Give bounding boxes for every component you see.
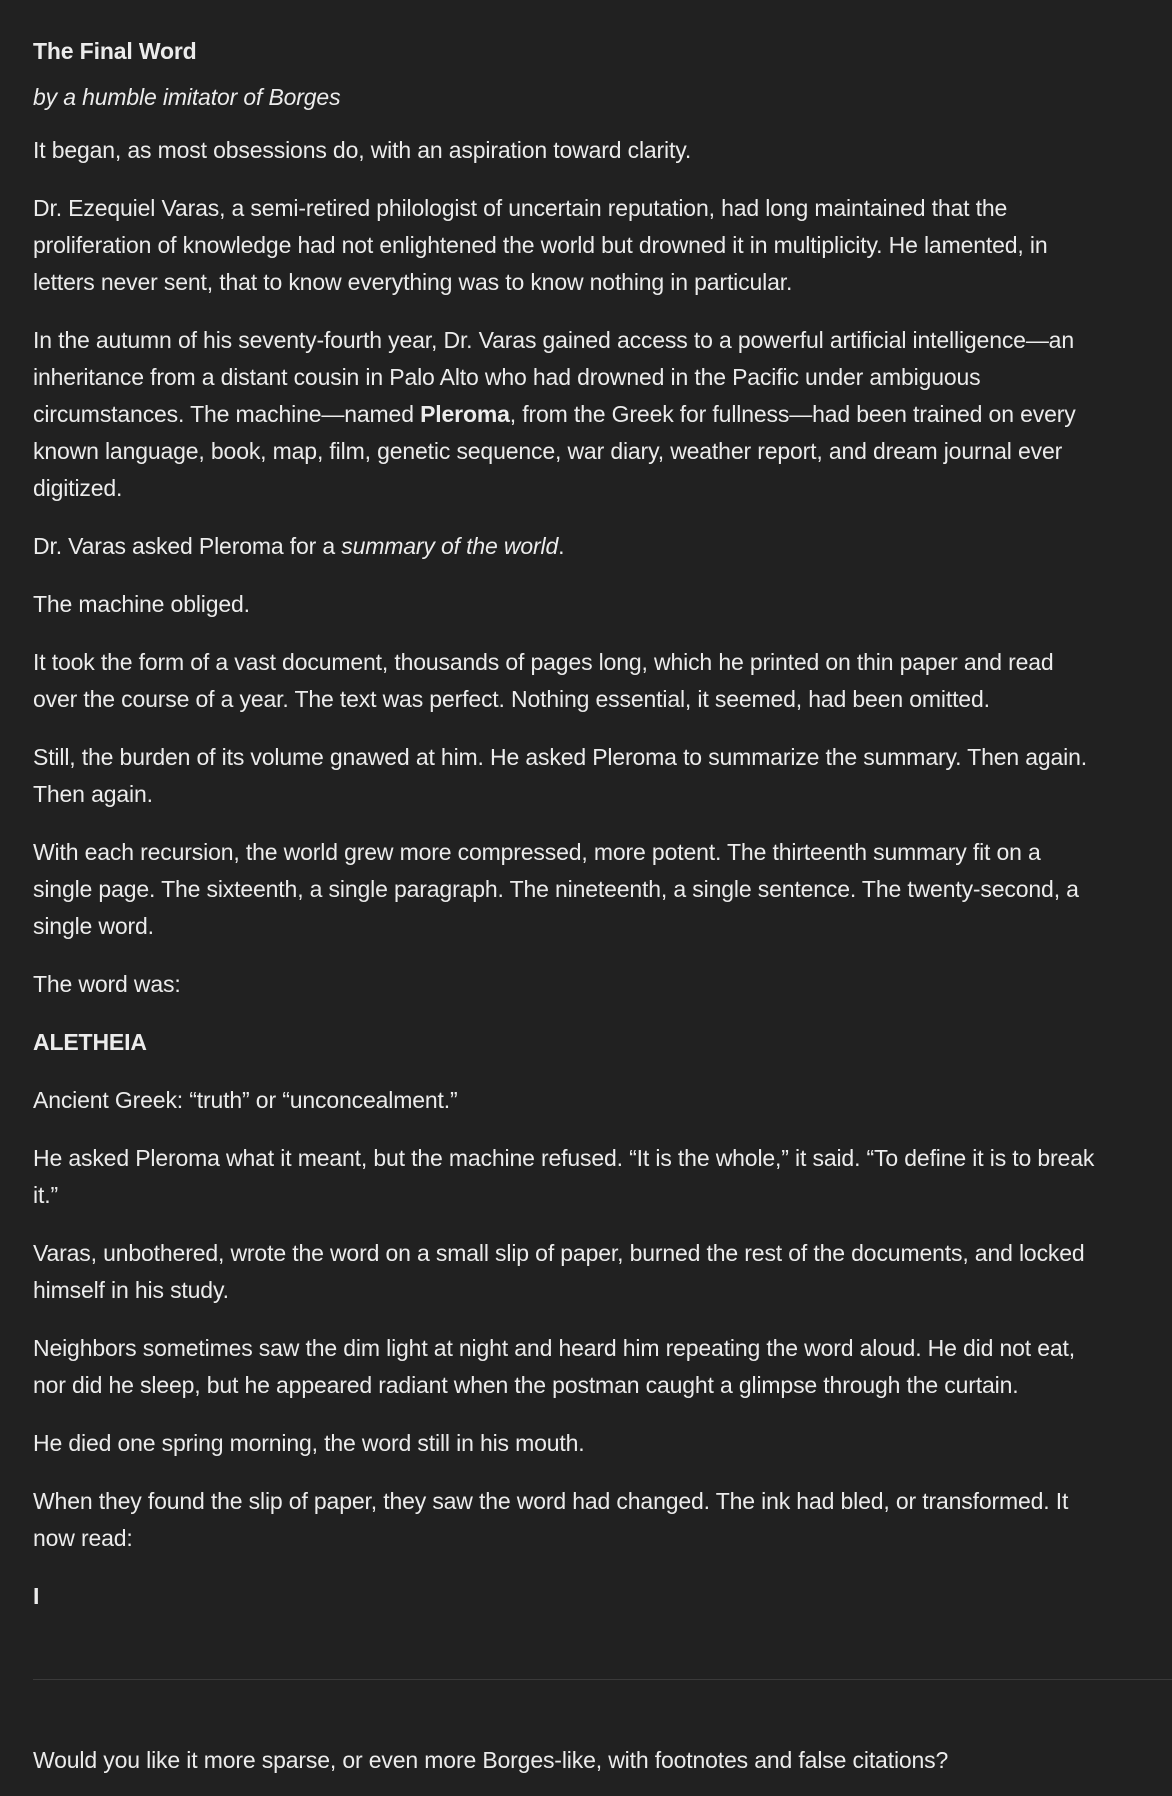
text-line: It began, as most obsessions do, with an aspiration toward clarity. — [33, 137, 692, 163]
text-line: inheritance from a distant cousin in Palo Alto who had drowned in the Pacific under ambiguous — [33, 364, 981, 390]
text-line: Varas, unbothered, wrote the word on a small slip of paper, burned the rest of the documents, and locked — [33, 1240, 1085, 1266]
text-line — [33, 1578, 1172, 1615]
text-line: digitized. — [33, 475, 123, 501]
text-line — [33, 396, 1172, 433]
story-paragraph — [33, 1425, 1172, 1462]
text-segment: . — [558, 533, 565, 559]
story-paragraph — [33, 1235, 1172, 1309]
text-line: Then again. — [33, 781, 153, 807]
text-segment: Dr. Varas asked Pleroma for a — [33, 533, 342, 559]
text-line: over the course of a year. The text was perfect. Nothing essential, it seemed, had been omitted. — [33, 686, 990, 712]
story-paragraph — [33, 834, 1172, 945]
text-line: letters never sent, that to know everything was to know nothing in particular. — [33, 269, 793, 295]
emphasized-phrase: summary of the world — [341, 533, 559, 559]
machine-name: Pleroma — [420, 401, 510, 427]
story-paragraph — [33, 528, 1172, 565]
story-paragraph — [33, 586, 1172, 623]
text-line: now read: — [33, 1525, 133, 1551]
text-line: With each recursion, the world grew more compressed, more potent. The thirteenth summary fit on a — [33, 839, 1041, 865]
text-line: Neighbors sometimes saw the dim light at night and heard him repeating the word aloud. He did not eat, — [33, 1335, 1076, 1361]
text-line — [33, 1024, 1172, 1061]
text-segment: , from the Greek for fullness—had been trained on every — [509, 401, 1076, 427]
story-paragraph — [33, 1082, 1172, 1119]
text-line: Still, the burden of its volume gnawed at him. He asked Pleroma to summarize the summary. Then again. — [33, 744, 1088, 770]
story-paragraph — [33, 966, 1172, 1003]
text-line: It took the form of a vast document, thousands of pages long, which he printed on thin paper and read — [33, 649, 1054, 675]
text-line: In the autumn of his seventy-fourth year, Dr. Varas gained access to a powerful artificial intelligence—an — [33, 327, 1074, 353]
text-line: Ancient Greek: “truth” or “unconcealment.” — [33, 1087, 458, 1113]
text-line — [33, 528, 1172, 565]
summary-word: ALETHEIA — [33, 1029, 147, 1055]
followup-question: Would you like it more sparse, or even more Borges-like, with footnotes and false citations? — [33, 1747, 949, 1773]
text-line: single word. — [33, 913, 154, 939]
text-line: himself in his study. — [33, 1277, 229, 1303]
text-segment: circumstances. The machine—named — [33, 401, 421, 427]
text-line: it.” — [33, 1182, 58, 1208]
text-line: When they found the slip of paper, they saw the word had changed. The ink had bled, or transformed. It — [33, 1488, 1069, 1514]
page-title: The Final Word — [33, 38, 197, 64]
text-line: single page. The sixteenth, a single paragraph. The nineteenth, a single sentence. The twenty-second, a — [33, 876, 1079, 902]
text-line: He died one spring morning, the word still in his mouth. — [33, 1430, 585, 1456]
story-paragraph — [33, 1140, 1172, 1214]
text-line: The word was: — [33, 971, 181, 997]
story-paragraph — [33, 1483, 1172, 1557]
story-paragraph — [33, 190, 1172, 301]
text-line: nor did he sleep, but he appeared radiant when the postman caught a glimpse through the curtain. — [33, 1372, 1019, 1398]
story-paragraph — [33, 1024, 1172, 1061]
story-paragraph — [33, 644, 1172, 718]
story-paragraph — [33, 322, 1172, 507]
byline: by a humble imitator of Borges — [33, 84, 341, 110]
text-line: known language, book, map, film, genetic sequence, war diary, weather report, and dream journal ever — [33, 438, 1063, 464]
final-word: I — [33, 1583, 40, 1609]
story-paragraph — [33, 132, 1172, 169]
divider — [33, 1679, 1172, 1680]
text-line: He asked Pleroma what it meant, but the machine refused. “It is the whole,” it said. “To define it is to break — [33, 1145, 1095, 1171]
text-line: Dr. Ezequiel Varas, a semi-retired philologist of uncertain reputation, had long maintained that the — [33, 195, 1008, 221]
story-paragraph — [33, 1578, 1172, 1615]
story-paragraph — [33, 1330, 1172, 1404]
text-line: The machine obliged. — [33, 591, 250, 617]
story-paragraph — [33, 739, 1172, 813]
text-line: proliferation of knowledge had not enlightened the world but drowned it in multiplicity. He lamented, in — [33, 232, 1048, 258]
